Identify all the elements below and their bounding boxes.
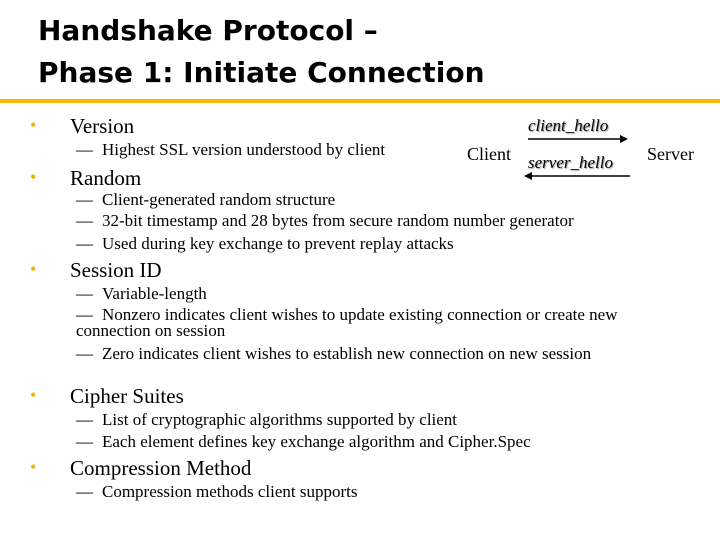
bullet-dot-icon: • — [30, 259, 37, 279]
bullet-label: Random — [70, 166, 142, 190]
title-line-2: Phase 1: Initiate Connection — [38, 56, 485, 89]
back-arrow-head-icon — [524, 172, 532, 180]
bullet-label: Cipher Suites — [70, 384, 184, 408]
title-underline — [0, 99, 720, 103]
slide-title — [38, 10, 638, 94]
bullet-label: Version — [70, 114, 135, 138]
bullet-label: Session ID — [70, 258, 162, 282]
sub-item: — 32-bit timestamp and 28 bytes from secure random number generator — [76, 211, 574, 230]
dash-icon: — — [76, 410, 93, 429]
bullet-dot-icon: • — [30, 167, 37, 187]
client-label: Client — [467, 144, 511, 164]
dash-icon: — — [76, 305, 93, 324]
sub-item: — Nonzero indicates client wishes to update existing connection or create new connection on session — [76, 305, 618, 340]
dash-icon: — — [76, 234, 93, 253]
dash-icon: — — [76, 432, 93, 451]
bullet-version — [30, 114, 134, 139]
dash-icon: — — [76, 211, 93, 230]
bullet-cipher-suites — [30, 384, 184, 409]
sub-item: — Client-generated random structure — [76, 190, 336, 209]
sub-item: — Compression methods client supports — [76, 482, 358, 501]
sub-item: — Each element defines key exchange algorithm and Cipher.Spec — [76, 432, 531, 451]
client-hello-label: client_hello — [528, 116, 609, 135]
server-label: Server — [647, 144, 694, 164]
bullet-dot-icon: • — [30, 385, 37, 405]
forward-arrow-head-icon — [620, 135, 628, 143]
dash-icon: — — [76, 190, 93, 209]
server-hello-label: server_hello — [528, 153, 613, 172]
dash-icon: — — [76, 482, 93, 501]
sub-item: — Zero indicates client wishes to establish new connection on new session — [76, 344, 592, 363]
bullet-dot-icon: • — [30, 457, 37, 477]
bullet-dot-icon: • — [30, 115, 37, 135]
bullet-label: Compression Method — [70, 456, 252, 480]
bullet-compression-method — [30, 456, 251, 481]
sub-item: — Highest SSL version understood by client — [76, 140, 386, 159]
dash-icon: — — [76, 140, 93, 159]
sub-item: — List of cryptographic algorithms supported by client — [76, 410, 458, 429]
title-line-1: Handshake Protocol – — [38, 14, 378, 47]
handshake-diagram — [460, 112, 710, 182]
sub-item: — Used during key exchange to prevent replay attacks — [76, 234, 454, 253]
bullet-random — [30, 166, 141, 191]
dash-icon: — — [76, 344, 93, 363]
sub-item: — Variable-length — [76, 284, 207, 303]
dash-icon: — — [76, 284, 93, 303]
bullet-session-id — [30, 258, 162, 283]
